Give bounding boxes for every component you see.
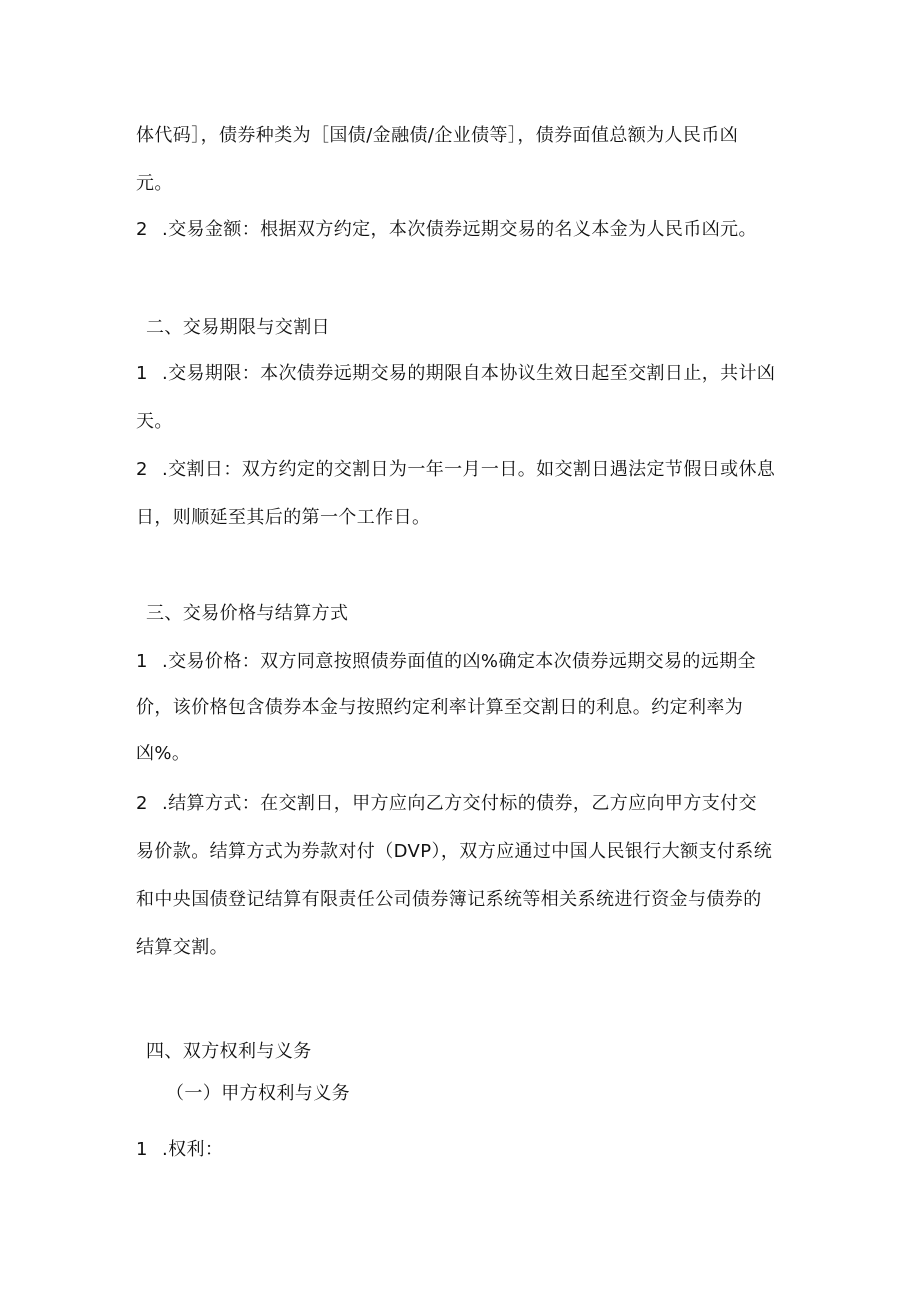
list-text: .结算方式：在交割日，甲方应向乙方交付标的债券，乙方应向甲方支付交 [162, 793, 757, 814]
list-item-delivery-date [136, 458, 775, 482]
section-heading-term: 二、交易期限与交割日 [146, 317, 330, 338]
list-item-settlement [136, 792, 757, 816]
list-item-rights [136, 1138, 223, 1162]
section-heading-rights: 四、双方权利与义务 [146, 1041, 312, 1062]
list-item-term [136, 362, 775, 386]
list-number: 1 [136, 363, 148, 384]
paragraph-line: 体代码］，债券种类为［国债/金融债/企业债等］，债券面值总额为人民币凶 [136, 125, 739, 146]
list-number: 2 [136, 219, 148, 240]
paragraph-line: 元。 [136, 173, 173, 194]
list-number: 1 [136, 1139, 148, 1160]
section-heading-price: 三、交易价格与结算方式 [146, 603, 349, 624]
list-number: 2 [136, 459, 148, 480]
list-number: 1 [136, 651, 148, 672]
paragraph-line: 价，该价格包含债券本金与按照约定利率计算至交割日的利息。约定利率为 [136, 697, 744, 718]
paragraph-line: 日，则顺延至其后的第一个工作日。 [136, 507, 431, 528]
list-text: .权利： [162, 1139, 224, 1160]
list-text: .交易金额：根据双方约定，本次债券远期交易的名义本金为人民币凶元。 [162, 219, 757, 240]
list-number: 2 [136, 793, 148, 814]
subsection-heading-party-a: （一）甲方权利与义务 [166, 1083, 350, 1104]
paragraph-line: 和中央国债登记结算有限责任公司债券簿记系统等相关系统进行资金与债券的 [136, 889, 762, 910]
paragraph-line: 易价款。结算方式为券款对付（DVP），双方应通过中国人民银行大额支付系统 [136, 841, 773, 862]
list-text: .交易价格：双方同意按照债券面值的凶%确定本次债券远期交易的远期全 [162, 651, 757, 672]
paragraph-line: 凶%。 [136, 743, 191, 764]
list-text: .交割日：双方约定的交割日为一年一月一日。如交割日遇法定节假日或休息 [162, 459, 776, 480]
list-text: .交易期限：本次债券远期交易的期限自本协议生效日起至交割日止，共计凶 [162, 363, 776, 384]
paragraph-line: 结算交割。 [136, 937, 228, 958]
list-item-amount [136, 218, 757, 242]
paragraph-line: 天。 [136, 411, 173, 432]
list-item-price [136, 650, 756, 674]
